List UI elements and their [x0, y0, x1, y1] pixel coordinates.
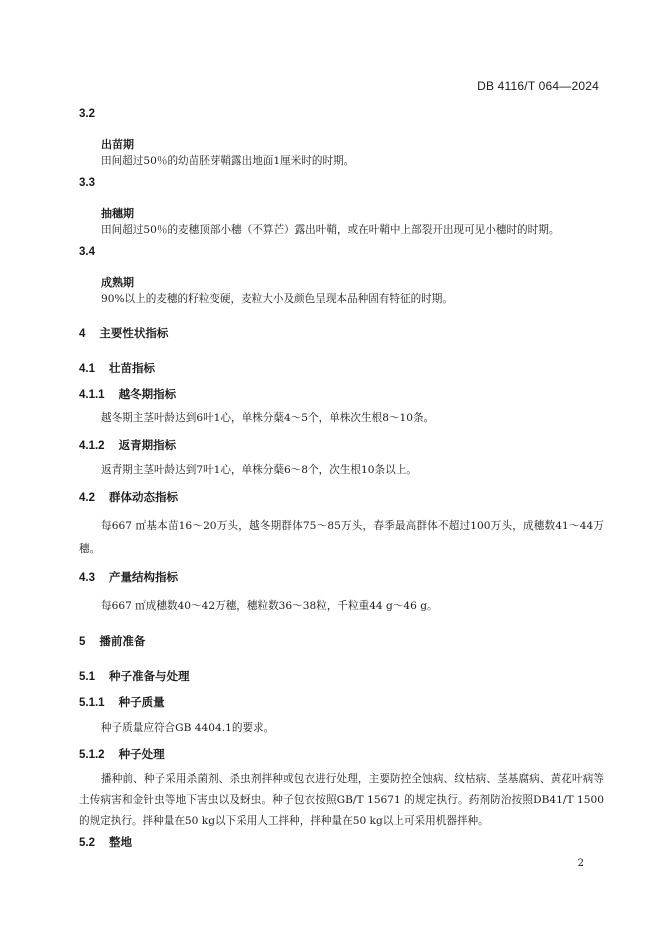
term-heading-stage: 抽穗期	[101, 208, 134, 220]
section-body-4-3: 每667 ㎡成穗数40～42万穗，穗粒数36～38粒，千粒重44 g～46 g。	[101, 600, 438, 612]
section-heading-4-1-2: 4.1.2 返青期指标	[79, 440, 177, 452]
term-emergence-stage: 出苗期	[101, 139, 134, 151]
section-heading-5-1-1: 5.1.1 种子质量	[79, 697, 165, 709]
section-number-3-3: 3.3	[79, 177, 95, 189]
document-code: DB 4116/T 064—2024	[477, 79, 599, 93]
section-heading-4-1: 4.1 壮苗指标	[79, 363, 155, 375]
page-number: 2	[577, 858, 584, 869]
section-number-3-4: 3.4	[79, 246, 95, 258]
section-body-4-1-2: 返青期主茎叶龄达到7叶1心，单株分蘖6～8个，次生根10条以上。	[101, 464, 417, 476]
section-heading-5-2: 5.2 整地	[79, 837, 132, 849]
section-heading-4-1-1: 4.1.1 越冬期指标	[79, 389, 177, 401]
section-heading-4-2: 4.2 群体动态指标	[79, 492, 178, 504]
section-heading-5-1-2: 5.1.2 种子处理	[79, 749, 165, 761]
definition-emergence-stage: 田间超过50％的幼苗胚芽鞘露出地面1厘米时的时期。	[101, 155, 355, 167]
section-body-5-1-2: 播种前、种子采用杀菌剂、杀虫剂拌种或包衣进行处理，主要防控全蚀病、纹枯病、茎基腐病、黄花叶病等土传病害和金针虫等地下害虫以及蚜虫。种子包衣按照GB/T 15671 的规定执行。药剂防治按照DB41/T 1500 的规定执行。拌种量在50 kg以下采用人工拌种，拌种量在50 kg以上可采用机器拌种。	[79, 773, 604, 827]
section-body-5-1-1: 种子质量应符合GB 4404.1的要求。	[101, 722, 275, 734]
section-heading-4: 4 主要性状指标	[79, 328, 169, 340]
term-maturity-stage: 成熟期	[101, 277, 134, 289]
section-body-4-2: 每667 ㎡基本苗16～20万头，越冬期群体75～85万头，春季最高群体不超过100万头，成穗数41～44万穗。	[79, 520, 604, 555]
section-heading-5: 5 播前准备	[79, 636, 146, 648]
definition-maturity-stage: 90%以上的麦穗的籽粒变硬，麦粒大小及颜色呈现本品种固有特征的时期。	[101, 293, 453, 305]
section-body-4-1-1: 越冬期主茎叶龄达到6叶1心，单株分蘖4～5个，单株次生根8～10条。	[101, 412, 435, 424]
section-heading-4-3: 4.3 产量结构指标	[79, 572, 178, 584]
section-number-3-2: 3.2	[79, 108, 95, 120]
definition-heading-stage: 田间超过50％的麦穗顶部小穗（不算芒）露出叶鞘，或在叶鞘中上部裂开出现可见小穗时的时期。	[101, 224, 560, 236]
section-heading-5-1: 5.1 种子准备与处理	[79, 671, 190, 683]
